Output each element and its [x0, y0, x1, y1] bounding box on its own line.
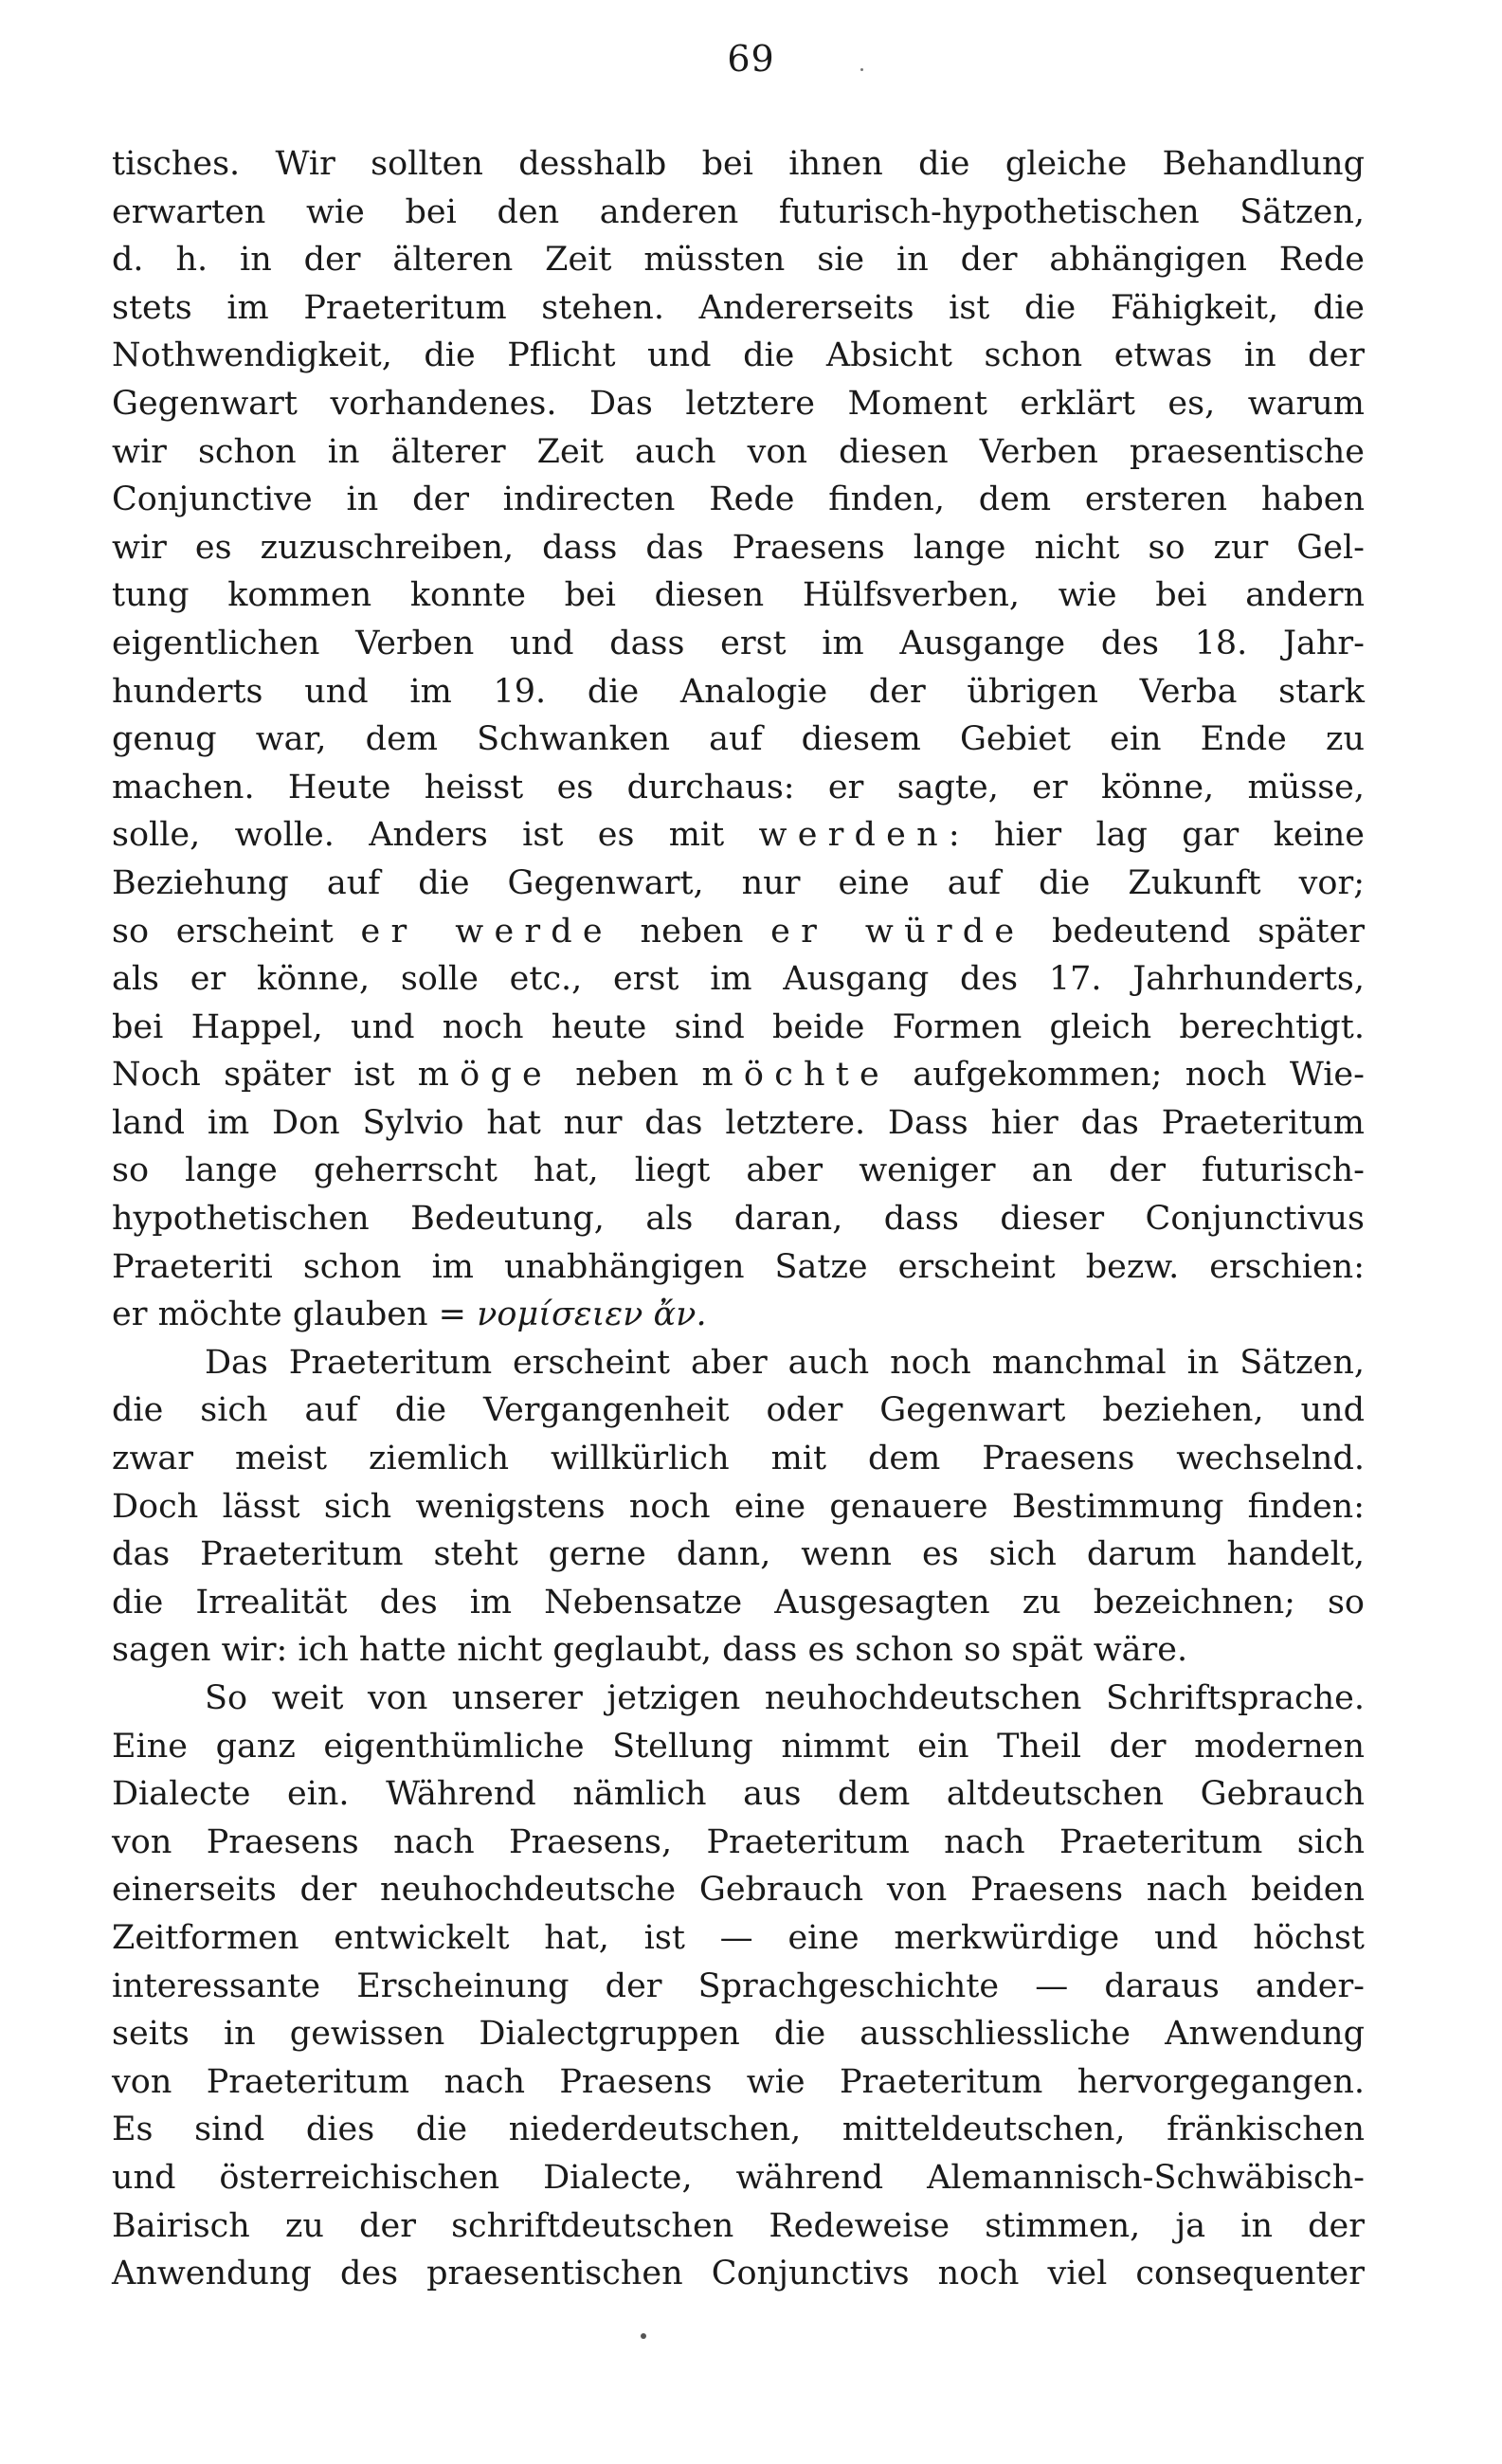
- text-line: tisches. Wir sollten desshalb bei ihnen die gleiche Behandlung: [112, 145, 1365, 183]
- text-segment: neben: [575, 1056, 679, 1095]
- text-line: Eine ganz eigenthümliche Stellung nimmt ein Theil der modernen: [112, 1727, 1365, 1766]
- text-line: hunderts und im 19. die Analogie der übrigen Verba stark: [112, 672, 1365, 711]
- text-segment: : hier lag gar keine: [948, 816, 1365, 855]
- paragraph-first-line: So weit von unserer jetzigen neuhochdeutschen Schriftsprache.: [205, 1679, 1365, 1717]
- spaced-emphasis: möchte: [701, 1056, 890, 1095]
- text-line: interessante Erscheinung der Sprachgeschichte — daraus ander-: [112, 1966, 1365, 2005]
- text-line: seits in gewissen Dialectgruppen die ausschliessliche Anwendung: [112, 2015, 1365, 2054]
- text-line: [112, 1291, 1365, 1339]
- text-line: die Irrealität des im Nebensatze Ausgesagten zu bezeichnen; so: [112, 1583, 1365, 1622]
- text-line: einerseits der neuhochdeutsche Gebrauch von Praesens nach beiden: [112, 1871, 1365, 1910]
- text-line: land im Don Sylvio hat nur das letztere. Dass hier das Praeteritum: [112, 1103, 1365, 1142]
- text-segment: so erscheint: [112, 912, 334, 951]
- text-line: d. h. in der älteren Zeit müssten sie in der abhängigen Rede: [112, 241, 1365, 280]
- text-line: [112, 1051, 1365, 1099]
- text-line: das Praeteritum steht gerne dann, wenn es sich darum handelt,: [112, 1535, 1365, 1574]
- text-line: Doch lässt sich wenigstens noch eine genauere Bestimmung finden:: [112, 1487, 1365, 1526]
- text-line: tung kommen konnte bei diesen Hülfsverben, wie bei andern: [112, 576, 1365, 615]
- text-line: Nothwendigkeit, die Pflicht und die Absicht schon etwas in der: [112, 336, 1365, 375]
- text-line: als er könne, solle etc., erst im Ausgang des 17. Jahrhunderts,: [112, 960, 1365, 999]
- text-line: von Praesens nach Praesens, Praeteritum nach Praeteritum sich: [112, 1822, 1365, 1861]
- text-segment: aufgekommen; noch Wie-: [913, 1056, 1365, 1095]
- text-line: Zeitformen entwickelt hat, ist — eine merkwürdige und höchst: [112, 1918, 1365, 1957]
- text-segment: Noch später ist: [112, 1056, 395, 1095]
- text-line: Anwendung des praesentischen Conjunctivs noch viel consequenter: [112, 2255, 1365, 2293]
- text-line: die sich auf die Vergangenheit oder Gegenwart beziehen, und: [112, 1391, 1365, 1430]
- print-speck: [641, 2333, 646, 2339]
- text-line: Es sind dies die niederdeutschen, mitteldeutschen, fränkischen: [112, 2111, 1365, 2149]
- text-line: [112, 908, 1365, 956]
- text-line: Beziehung auf die Gegenwart, nur eine auf die Zukunft vor;: [112, 863, 1365, 902]
- text-line: zwar meist ziemlich willkürlich mit dem Praesens wechselnd.: [112, 1440, 1365, 1478]
- text-line: von Praeteritum nach Praesens wie Praeteritum hervorgegangen.: [112, 2062, 1365, 2101]
- text-line: [112, 811, 1365, 860]
- body-text: [112, 140, 1365, 2298]
- paragraph-first-line: Das Praeteritum erscheint aber auch noch manchmal in Sätzen,: [205, 1343, 1365, 1382]
- text-segment: bedeutend später: [1052, 912, 1365, 951]
- text-line: wir schon in älterer Zeit auch von diesen Verben praesentische: [112, 432, 1365, 471]
- greek-phrase: νομίσειεν ἄν.: [477, 1295, 707, 1334]
- spaced-emphasis: werden: [758, 816, 949, 855]
- text-segment: er möchte glauben =: [112, 1295, 466, 1334]
- spaced-emphasis: er würde: [770, 912, 1025, 951]
- text-line: erwarten wie bei den anderen futurisch-hypothetischen Sätzen,: [112, 192, 1365, 231]
- text-segment: solle, wolle. Anders ist es mit: [112, 816, 725, 855]
- text-line: Gegenwart vorhandenes. Das letztere Moment erklärt es, warum: [112, 384, 1365, 423]
- text-line: Bairisch zu der schriftdeutschen Redeweise stimmen, ja in der: [112, 2206, 1365, 2245]
- text-line: Dialecte ein. Während nämlich aus dem altdeutschen Gebrauch: [112, 1775, 1365, 1814]
- text-line: Conjunctive in der indirecten Rede finden, dem ersteren haben: [112, 480, 1365, 519]
- text-line: bei Happel, und noch heute sind beide Formen gleich berechtigt.: [112, 1007, 1365, 1046]
- text-line: wir es zuzuschreiben, dass das Praesens lange nicht so zur Gel-: [112, 528, 1365, 567]
- text-line: eigentlichen Verben und dass erst im Ausgange des 18. Jahr-: [112, 624, 1365, 662]
- text-line: Praeteriti schon im unabhängigen Satze erscheint bezw. erschien:: [112, 1247, 1365, 1286]
- text-line: sagen wir: ich hatte nicht geglaubt, dass es schon so spät wäre.: [112, 1631, 1188, 1670]
- spaced-emphasis: er werde: [360, 912, 613, 951]
- text-line: stets im Praeteritum stehen. Andererseits ist die Fähigkeit, die: [112, 288, 1365, 327]
- text-line: und österreichischen Dialecte, während Alemannisch-Schwäbisch-: [112, 2158, 1365, 2197]
- text-line: genug war, dem Schwanken auf diesem Gebiet ein Ende zu: [112, 720, 1365, 759]
- text-line: so lange geherrscht hat, liegt aber weniger an der futurisch-: [112, 1151, 1365, 1190]
- text-line: machen. Heute heisst es durchaus: er sagte, er könne, müsse,: [112, 768, 1365, 806]
- text-line: hypothetischen Bedeutung, als daran, dass dieser Conjunctivus: [112, 1200, 1365, 1239]
- text-segment: neben: [640, 912, 744, 951]
- spaced-emphasis: möge: [417, 1056, 552, 1095]
- page-number: 69: [727, 38, 775, 80]
